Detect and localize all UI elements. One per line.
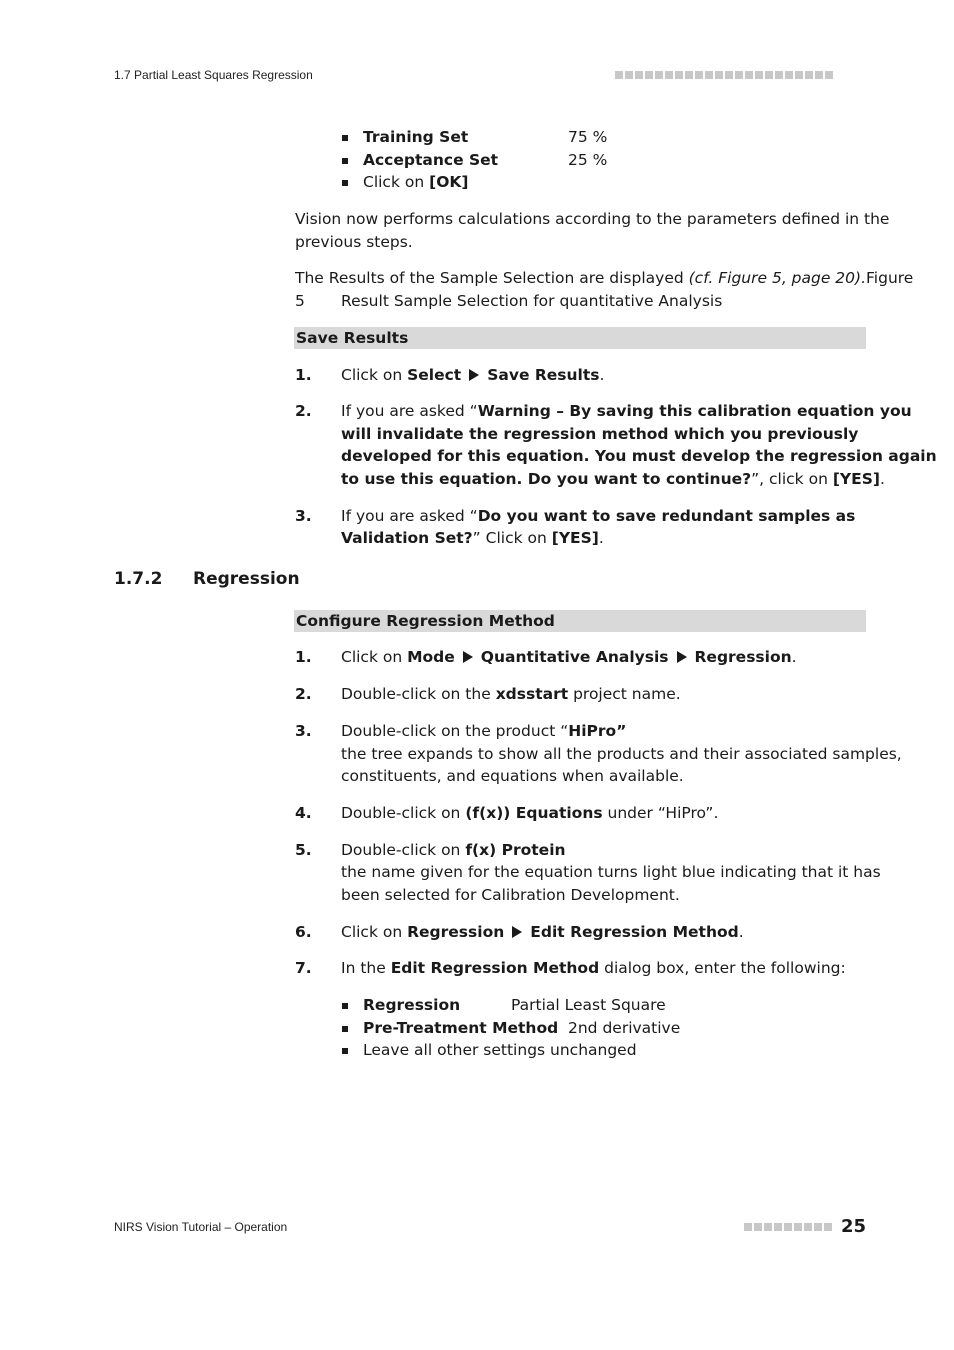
step-text: Click on Select Save Results. (341, 366, 605, 384)
figure-caption: Result Sample Selection for quantitative Analysis (341, 292, 723, 310)
list-item-value: 25 % (568, 151, 608, 169)
step-text: Click on Regression Edit Regression Method. (341, 923, 744, 941)
step-number: 2. (295, 685, 312, 703)
step-text: Double-click on (f(x)) Equations under “HiPro”. (341, 804, 719, 822)
step-text: In the Edit Regression Method dialog box, enter the following: (341, 959, 846, 977)
step-number: 1. (295, 366, 312, 384)
section-title: Regression (193, 569, 300, 589)
step-number: 3. (295, 722, 312, 740)
list-item-value: Partial Least Square (511, 996, 666, 1014)
step-number: 7. (295, 959, 312, 977)
step-text: the name given for the equation turns light blue indicating that it has (341, 863, 881, 881)
list-item-value: 75 % (568, 128, 608, 146)
arrow-right-icon (469, 369, 479, 381)
bullet-icon (342, 158, 348, 164)
footer-decoration (744, 1223, 832, 1231)
step-text: If you are asked “Warning – By saving this calibration equation you (341, 402, 912, 420)
figure-caption-number: 5 (295, 292, 305, 310)
step-text: Double-click on f(x) Protein (341, 841, 566, 859)
step-text: Click on Mode Quantitative Analysis Regression. (341, 648, 797, 666)
save-results-heading: Save Results (294, 327, 866, 349)
list-item: Click on [OK] (363, 173, 469, 191)
running-footer: NIRS Vision Tutorial – Operation (114, 1220, 288, 1234)
step-number: 6. (295, 923, 312, 941)
arrow-right-icon (463, 651, 473, 663)
step-text: to use this equation. Do you want to continue?”, click on [YES]. (341, 470, 885, 488)
step-text: Double-click on the product “HiPro” (341, 722, 627, 740)
bullet-icon (342, 1003, 348, 1009)
paragraph-line: The Results of the Sample Selection are displayed (cf. Figure 5, page 20).Figure (295, 269, 914, 287)
step-number: 1. (295, 648, 312, 666)
step-text: If you are asked “Do you want to save redundant samples as (341, 507, 856, 525)
list-item-label: Pre-Treatment Method (363, 1019, 559, 1037)
list-item-label: Acceptance Set (363, 151, 499, 169)
arrow-right-icon (677, 651, 687, 663)
section-number: 1.7.2 (114, 569, 163, 589)
step-text: been selected for Calibration Development. (341, 886, 680, 904)
step-number: 5. (295, 841, 312, 859)
page-number: 25 (841, 1216, 867, 1237)
step-number: 2. (295, 402, 312, 420)
bullet-icon (342, 1026, 348, 1032)
figure-reference: (cf. Figure 5, page 20). (688, 269, 867, 287)
step-number: 3. (295, 507, 312, 525)
step-text: constituents, and equations when available. (341, 767, 684, 785)
step-text: the tree expands to show all the products and their associated samples, (341, 745, 902, 763)
list-item-value: 2nd derivative (568, 1019, 681, 1037)
list-item: Leave all other settings unchanged (363, 1041, 637, 1059)
header-decoration (615, 71, 833, 79)
paragraph-line: Vision now performs calculations according to the parameters defined in the (295, 210, 890, 228)
bullet-icon (342, 180, 348, 186)
configure-heading: Configure Regression Method (294, 610, 866, 632)
step-text: Double-click on the xdsstart project name. (341, 685, 681, 703)
step-text: will invalidate the regression method which you previously (341, 425, 859, 443)
list-item-label: Training Set (363, 128, 469, 146)
bullet-icon (342, 135, 348, 141)
paragraph-line: previous steps. (295, 233, 413, 251)
list-item-label: Regression (363, 996, 461, 1014)
step-text: Validation Set?” Click on [YES]. (341, 529, 604, 547)
arrow-right-icon (512, 926, 522, 938)
running-header: 1.7 Partial Least Squares Regression (114, 68, 313, 82)
step-number: 4. (295, 804, 312, 822)
step-text: developed for this equation. You must develop the regression again (341, 447, 937, 465)
bullet-icon (342, 1048, 348, 1054)
